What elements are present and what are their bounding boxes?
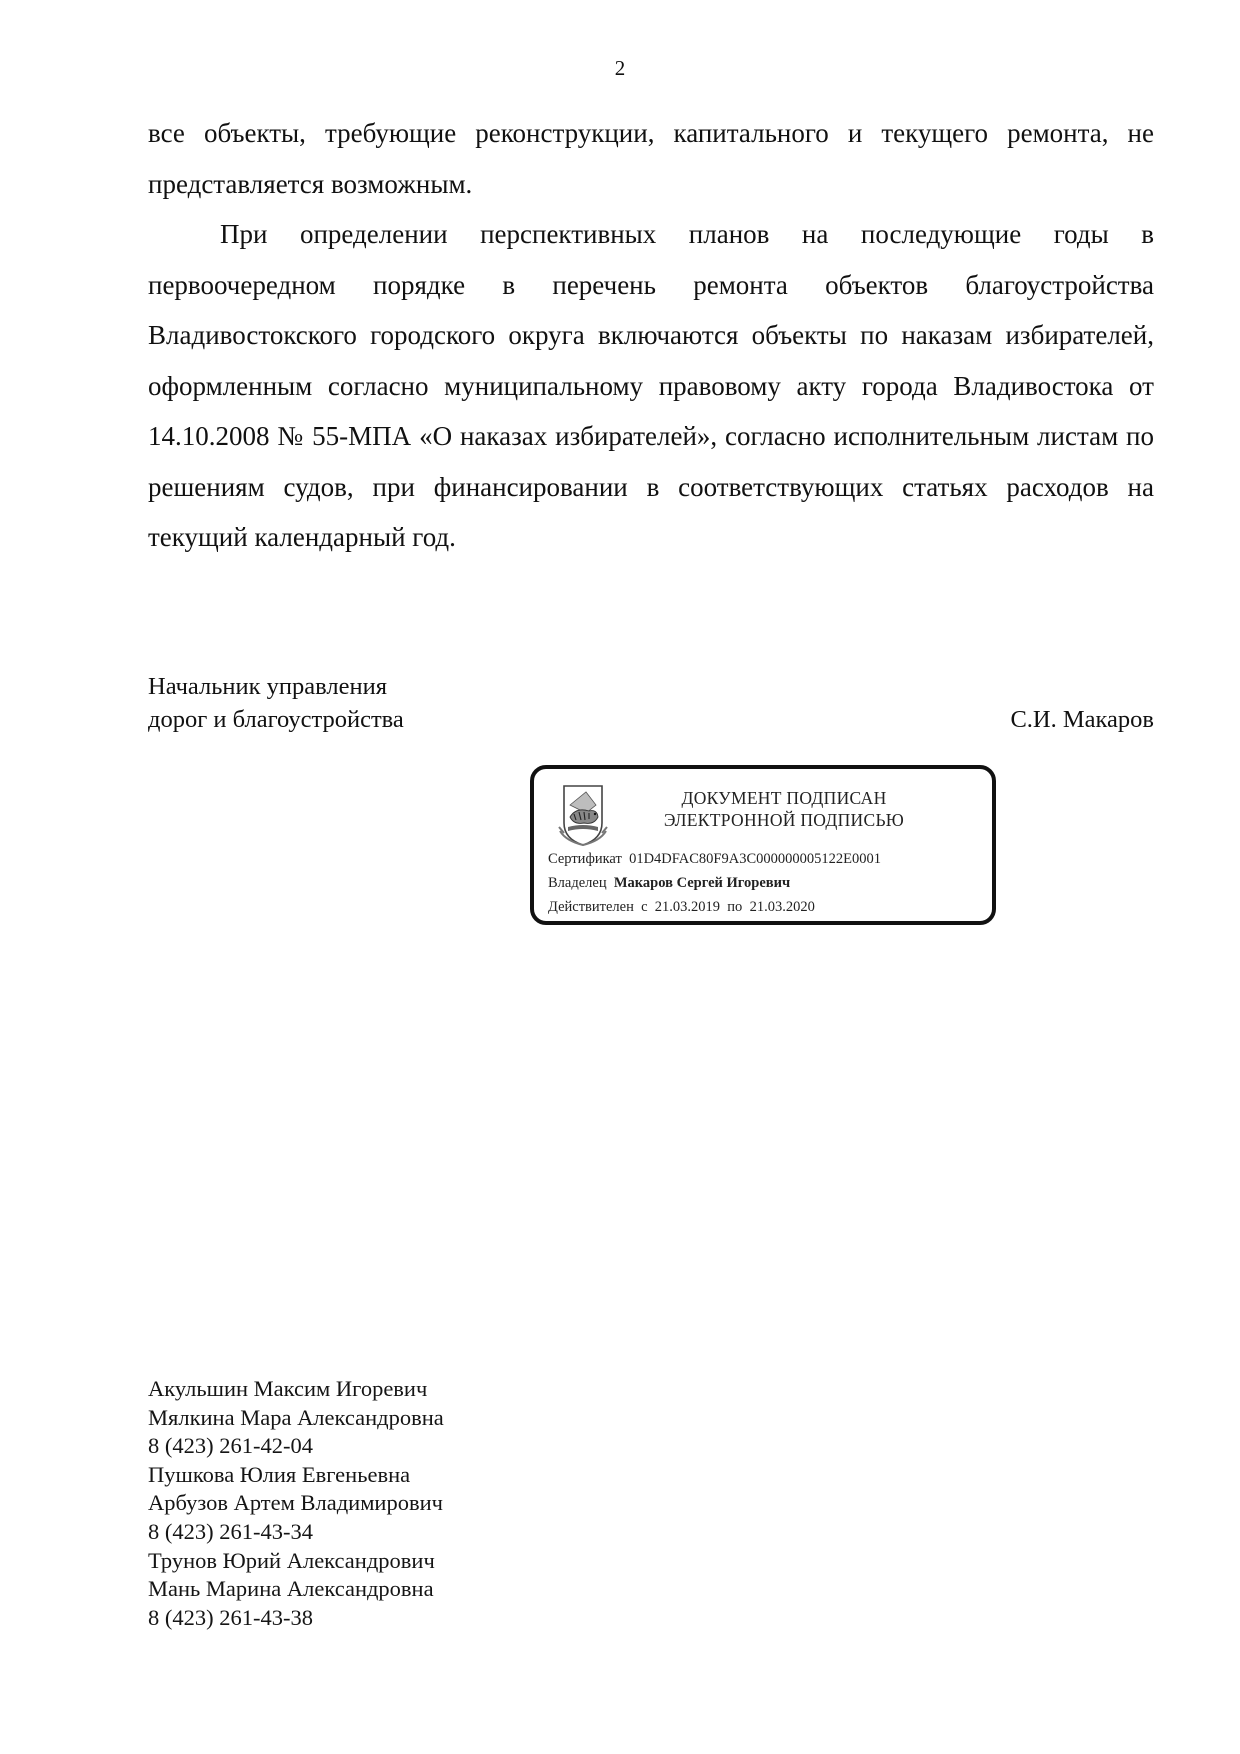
stamp-validity — [548, 899, 815, 916]
stamp-title — [634, 787, 934, 831]
contact-name: Арбузов Артем Владимирович — [148, 1490, 443, 1516]
contact-name: Мялкина Мара Александровна — [148, 1404, 444, 1430]
contact-name: Пушкова Юлия Евгеньевна — [148, 1461, 411, 1487]
paragraph-perspective-plans: При определении перспективных планов на последующие годы в первоочередном порядке в перечень ремонта объектов благоустройства Владивостокского городского округа включаются объекты по наказам избирателей, оформленным согласно муниципальному правовому акту города Владивостока от 14.10.2008 № 55-МПА «О наказах избирателей», согласно исполнительным листам по решениям судов, при финансировании в соответствующих статьях расходов на текущий календарный год. — [148, 219, 1154, 552]
certificate-label: Сертификат — [548, 851, 622, 867]
valid-from-date: 21.03.2019 — [654, 899, 721, 915]
electronic-signature-stamp — [530, 765, 996, 925]
body-text — [148, 108, 1154, 563]
validity-label: Действителен — [548, 899, 634, 915]
valid-to-label: по — [727, 899, 743, 915]
valid-from-label: с — [641, 899, 648, 915]
contact-phone: 8 (423) 261-43-34 — [148, 1518, 313, 1544]
signatory-position-line2: дорог и благоустройства — [148, 706, 404, 733]
city-coat-of-arms-tiger-icon — [556, 783, 610, 849]
contact-phone: 8 (423) 261-43-38 — [148, 1604, 313, 1630]
stamp-owner — [548, 875, 790, 892]
stamp-title-line2: ЭЛЕКТРОННОЙ ПОДПИСЬЮ — [663, 810, 905, 830]
contact-name: Мань Марина Александровна — [148, 1576, 434, 1602]
contacts-block — [148, 1375, 444, 1632]
page-number: 2 — [614, 56, 626, 80]
certificate-value: 01D4DFAC80F9A3C000000005122E0001 — [629, 851, 881, 867]
stamp-certificate — [548, 851, 881, 868]
owner-value: Макаров Сергей Игоревич — [613, 875, 791, 891]
signatory-position — [148, 670, 404, 736]
signatory-position-line1: Начальник управления — [148, 673, 387, 700]
contact-name: Трунов Юрий Александрович — [148, 1547, 435, 1573]
contact-name: Акульшин Максим Игоревич — [148, 1376, 428, 1401]
signatory-name: С.И. Макаров — [1010, 706, 1154, 733]
paragraph-continuation: все объекты, требующие реконструкции, капитального и текущего ремонта, не представляется возможным. — [148, 118, 1154, 199]
contact-phone: 8 (423) 261-42-04 — [148, 1433, 313, 1459]
valid-to-date: 21.03.2020 — [749, 899, 815, 915]
owner-label: Владелец — [548, 875, 607, 891]
stamp-title-line1: ДОКУМЕНТ ПОДПИСАН — [681, 788, 887, 808]
